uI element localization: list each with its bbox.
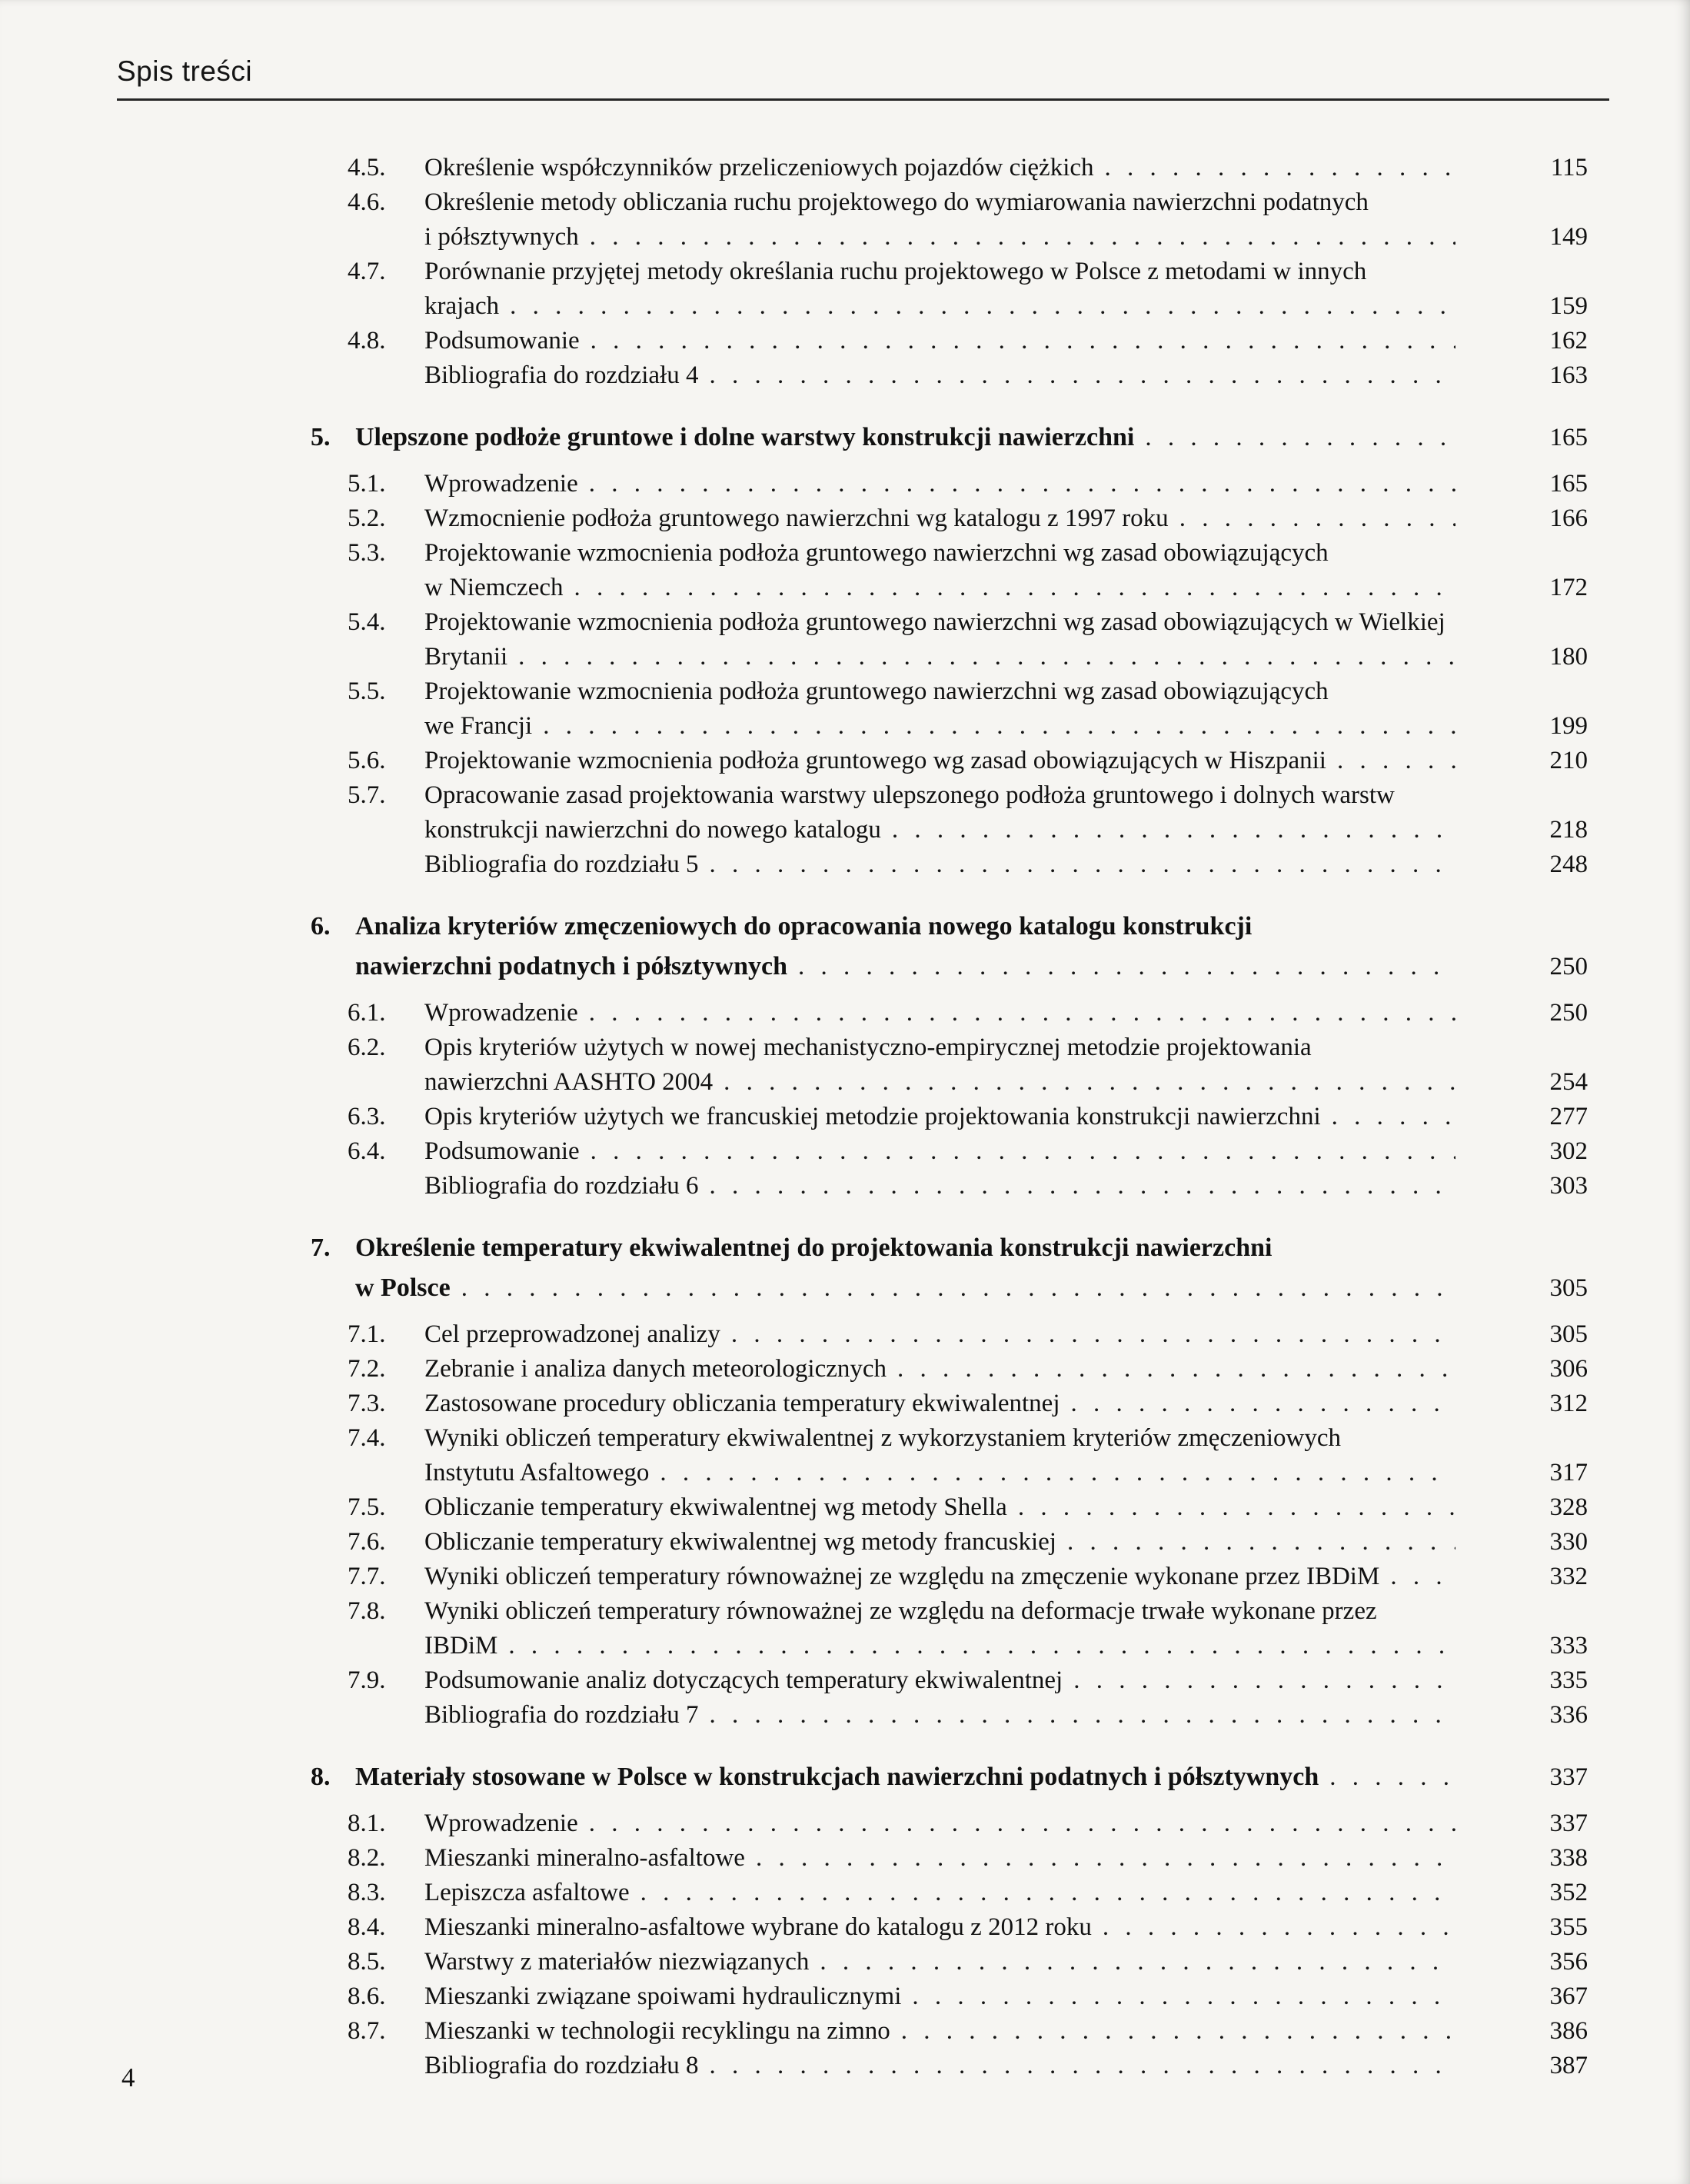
- entry-page-number: 302: [1549, 1137, 1588, 1165]
- dot-leader: [698, 1698, 1455, 1733]
- dot-leader: [497, 1629, 1455, 1663]
- entry-page-number: 336: [1549, 1701, 1588, 1729]
- entry-number: 8.3.: [348, 1879, 386, 1906]
- entry-title: Wprowadzenie: [424, 1809, 578, 1837]
- entry-number: 4.5.: [348, 154, 386, 181]
- entry-title: w Niemczech: [424, 574, 564, 601]
- entry-title: Wyniki obliczeń temperatury równoważnej ze względu na zmęczenie wykonane przez IBDiM: [424, 1563, 1380, 1590]
- entry-page-number: 210: [1549, 747, 1588, 774]
- dot-leader: [1007, 1490, 1455, 1525]
- dot-leader: [787, 947, 1455, 987]
- toc-section: [117, 1228, 1588, 1733]
- toc-entry-row: [117, 907, 1588, 947]
- entry-page-number: 387: [1549, 2052, 1588, 2079]
- toc-entry-row: [117, 947, 1588, 987]
- entry-title: Warstwy z materiałów niezwiązanych: [424, 1948, 810, 1976]
- toc-entry-row: [117, 1560, 1588, 1594]
- entry-number: 6.1.: [348, 999, 386, 1027]
- page-number: 4: [121, 2062, 135, 2092]
- entry-number: 7.5.: [348, 1493, 386, 1521]
- entry-number: 7.4.: [348, 1424, 386, 1452]
- toc-entry-row: [117, 1100, 1588, 1134]
- entry-page-number: 337: [1549, 1809, 1588, 1837]
- dot-leader: [580, 1134, 1455, 1169]
- toc-entry-row: [117, 1663, 1588, 1698]
- entry-page-number: 218: [1549, 816, 1588, 844]
- entry-page-number: 386: [1549, 2017, 1588, 2045]
- entry-page-number: 306: [1549, 1355, 1588, 1383]
- entry-title: Ulepszone podłoże gruntowe i dolne warstwy konstrukcji nawierzchni: [355, 423, 1135, 451]
- entry-page-number: 303: [1549, 1172, 1588, 1200]
- dot-leader: [809, 1945, 1455, 1979]
- toc-entry-row: [117, 1490, 1588, 1525]
- toc-entry-row: [117, 640, 1588, 674]
- dot-leader: [1060, 1387, 1456, 1421]
- toc-entry-row: [117, 1268, 1588, 1308]
- entry-title: Podsumowanie: [424, 327, 580, 355]
- entry-title: Bibliografia do rozdziału 8: [424, 2052, 699, 2079]
- toc-entry-row: [117, 1757, 1588, 1797]
- dot-leader: [630, 1876, 1455, 1910]
- entry-page-number: 367: [1549, 1983, 1588, 2010]
- dot-leader: [578, 1806, 1455, 1841]
- entry-number: 8.7.: [348, 2017, 386, 2045]
- toc-entry-row: [117, 1169, 1588, 1204]
- toc-section: [117, 1757, 1588, 2083]
- entry-number: 8.4.: [348, 1913, 386, 1941]
- entry-number: 5.: [311, 423, 331, 451]
- entry-number: 5.6.: [348, 747, 386, 774]
- chapter-heading: [117, 907, 1588, 987]
- entry-title: Podsumowanie: [424, 1137, 580, 1165]
- dot-leader: [499, 289, 1455, 324]
- entry-number: 8.6.: [348, 1983, 386, 2010]
- entry-page-number: 250: [1549, 953, 1588, 980]
- toc-entry-row: [117, 324, 1588, 358]
- chapter-heading: [117, 418, 1588, 458]
- dot-leader: [1056, 1525, 1455, 1560]
- entry-page-number: 163: [1549, 361, 1588, 389]
- entry-number: 5.7.: [348, 781, 386, 809]
- entry-page-number: 337: [1549, 1763, 1588, 1791]
- chapter-heading: [117, 1228, 1588, 1308]
- toc-entry-row: [117, 1806, 1588, 1841]
- toc-entry-row: [117, 1876, 1588, 1910]
- entry-title: Projektowanie wzmocnienia podłoża gruntowego nawierzchni wg zasad obowiązujących w Wielkiej: [424, 608, 1445, 636]
- entry-page-number: 165: [1549, 424, 1588, 451]
- entry-number: 5.1.: [348, 470, 386, 498]
- entry-page-number: 335: [1549, 1666, 1588, 1694]
- toc-entry-row: [117, 289, 1588, 324]
- toc-entry-row: [117, 1456, 1588, 1490]
- page-header: [117, 55, 1609, 101]
- dot-leader: [745, 1841, 1455, 1876]
- toc-entry-row: [117, 996, 1588, 1030]
- dot-leader: [698, 1169, 1455, 1204]
- entry-title: Opis kryteriów użytych w nowej mechanistyczno-empirycznej metodzie projektowania: [424, 1034, 1312, 1061]
- toc-entry-row: [117, 1910, 1588, 1945]
- entry-title: Mieszanki w technologii recyklingu na zimno: [424, 2017, 890, 2045]
- entry-title: Określenie temperatury ekwiwalentnej do projektowania konstrukcji nawierzchni: [355, 1233, 1272, 1262]
- dot-leader: [649, 1456, 1455, 1490]
- entry-number: 5.5.: [348, 678, 386, 705]
- toc-entry-row: [117, 1698, 1588, 1733]
- toc-entry-row: [117, 255, 1588, 289]
- toc-entry-row: [117, 1387, 1588, 1421]
- dot-leader: [1326, 744, 1455, 778]
- dot-leader: [1169, 501, 1455, 536]
- toc-entry-row: [117, 1317, 1588, 1352]
- dot-leader: [1063, 1663, 1455, 1698]
- entry-title: Projektowanie wzmocnienia podłoża gruntowego wg zasad obowiązujących w Hiszpanii: [424, 747, 1326, 774]
- toc-entry-row: [117, 2014, 1588, 2049]
- toc-entry-row: [117, 418, 1588, 458]
- dot-leader: [578, 467, 1455, 501]
- dot-leader: [698, 847, 1455, 882]
- dot-leader: [451, 1268, 1455, 1308]
- dot-leader: [890, 2014, 1455, 2049]
- chapter-heading: [117, 1757, 1588, 1797]
- dot-leader: [698, 358, 1455, 393]
- dot-leader: [1379, 1560, 1455, 1594]
- entry-number: 8.1.: [348, 1809, 386, 1837]
- entry-page-number: 355: [1549, 1913, 1588, 1941]
- dot-leader: [532, 709, 1455, 744]
- entry-title: Wprowadzenie: [424, 999, 578, 1027]
- toc-entry-row: [117, 674, 1588, 709]
- entry-page-number: 115: [1550, 154, 1588, 181]
- entry-title: nawierzchni AASHTO 2004: [424, 1068, 714, 1096]
- toc-entry-row: [117, 467, 1588, 501]
- toc-entry-row: [117, 813, 1588, 847]
- entry-page-number: 312: [1549, 1390, 1588, 1417]
- toc-entry-row: [117, 1945, 1588, 1979]
- entry-number: 7.8.: [348, 1597, 386, 1625]
- entry-title: Analiza kryteriów zmęczeniowych do opracowania nowego katalogu konstrukcji: [355, 912, 1253, 941]
- entry-number: 7.9.: [348, 1666, 386, 1694]
- toc-entry-row: [117, 571, 1588, 605]
- dot-leader: [1094, 151, 1455, 185]
- entry-page-number: 159: [1549, 292, 1588, 320]
- entry-title: Porównanie przyjętej metody określania ruchu projektowego w Polsce z metodami w innych: [424, 258, 1367, 285]
- entry-page-number: 328: [1549, 1493, 1588, 1521]
- entry-title: Mieszanki mineralno-asfaltowe: [424, 1844, 745, 1872]
- toc-entry-row: [117, 151, 1588, 185]
- entry-number: 7.: [311, 1233, 331, 1262]
- entry-title: Opis kryteriów użytych we francuskiej metodzie projektowania konstrukcji nawierzchni: [424, 1103, 1321, 1130]
- toc-entry-row: [117, 1421, 1588, 1456]
- page-title: Spis treści: [117, 55, 253, 87]
- entry-number: 5.2.: [348, 504, 386, 532]
- toc-entry-row: [117, 220, 1588, 255]
- dot-leader: [1319, 1757, 1455, 1797]
- entry-title: Mieszanki związane spoiwami hydraulicznymi: [424, 1983, 902, 2010]
- toc-entry-row: [117, 185, 1588, 220]
- entry-page-number: 333: [1549, 1632, 1588, 1660]
- entry-page-number: 254: [1549, 1068, 1588, 1096]
- entry-title: Obliczanie temperatury ekwiwalentnej wg metody francuskiej: [424, 1528, 1056, 1556]
- entry-title: Brytanii: [424, 643, 508, 671]
- entry-page-number: 248: [1549, 851, 1588, 878]
- entry-title: Bibliografia do rozdziału 6: [424, 1172, 699, 1200]
- entry-title: Wyniki obliczeń temperatury ekwiwalentnej z wykorzystaniem kryteriów zmęczeniowych: [424, 1424, 1341, 1452]
- entry-page-number: 162: [1549, 327, 1588, 355]
- entry-page-number: 277: [1549, 1103, 1588, 1130]
- toc-entry-row: [117, 1030, 1588, 1065]
- toc-entry-row: [117, 709, 1588, 744]
- entry-title: Projektowanie wzmocnienia podłoża gruntowego nawierzchni wg zasad obowiązujących: [424, 539, 1329, 567]
- toc-section: [117, 151, 1588, 393]
- entry-page-number: 352: [1549, 1879, 1588, 1906]
- dot-leader: [579, 220, 1455, 255]
- entry-number: 6.: [311, 912, 331, 941]
- entry-title: Zastosowane procedury obliczania temperatury ekwiwalentnej: [424, 1390, 1060, 1417]
- entry-number: 7.7.: [348, 1563, 386, 1590]
- entry-number: 8.5.: [348, 1948, 386, 1976]
- dot-leader: [713, 1065, 1455, 1100]
- toc-entry-row: [117, 501, 1588, 536]
- entry-number: 7.2.: [348, 1355, 386, 1383]
- dot-leader: [580, 324, 1455, 358]
- dot-leader: [1134, 418, 1455, 458]
- entry-title: Wprowadzenie: [424, 470, 578, 498]
- entry-title: Opracowanie zasad projektowania warstwy ulepszonego podłoża gruntowego i dolnych warstw: [424, 781, 1395, 809]
- dot-leader: [564, 571, 1456, 605]
- dot-leader: [887, 1352, 1455, 1387]
- toc-entry-row: [117, 778, 1588, 813]
- entry-title: Materiały stosowane w Polsce w konstrukcjach nawierzchni podatnych i półsztywnych: [355, 1763, 1319, 1791]
- entry-title: konstrukcji nawierzchni do nowego katalogu: [424, 816, 881, 844]
- entry-number: 4.7.: [348, 258, 386, 285]
- entry-page-number: 305: [1549, 1274, 1588, 1302]
- entry-number: 6.2.: [348, 1034, 386, 1061]
- entry-page-number: 332: [1549, 1563, 1588, 1590]
- toc-entry-row: [117, 536, 1588, 571]
- entry-page-number: 250: [1549, 999, 1588, 1027]
- toc-entry-row: [117, 1841, 1588, 1876]
- toc-entry-row: [117, 1594, 1588, 1629]
- entry-title: i półsztywnych: [424, 223, 579, 251]
- entry-title: IBDiM: [424, 1632, 498, 1660]
- entry-number: 6.4.: [348, 1137, 386, 1165]
- entry-title: Projektowanie wzmocnienia podłoża gruntowego nawierzchni wg zasad obowiązujących: [424, 678, 1329, 705]
- entry-page-number: 330: [1549, 1528, 1588, 1556]
- entry-number: 5.4.: [348, 608, 386, 636]
- entry-number: 5.3.: [348, 539, 386, 567]
- entry-title: Wyniki obliczeń temperatury równoważnej ze względu na deformacje trwałe wykonane przez: [424, 1597, 1377, 1625]
- entry-page-number: 166: [1549, 504, 1588, 532]
- entry-page-number: 305: [1549, 1320, 1588, 1348]
- entry-title: krajach: [424, 292, 500, 320]
- toc-entry-row: [117, 358, 1588, 393]
- toc-entry-row: [117, 1629, 1588, 1663]
- entry-title: Określenie współczynników przeliczeniowych pojazdów ciężkich: [424, 154, 1094, 181]
- dot-leader: [720, 1317, 1455, 1352]
- entry-title: Bibliografia do rozdziału 4: [424, 361, 699, 389]
- entry-page-number: 317: [1549, 1459, 1588, 1487]
- dot-leader: [1321, 1100, 1455, 1134]
- toc-entry-row: [117, 605, 1588, 640]
- entry-page-number: 149: [1549, 223, 1588, 251]
- entry-page-number: 356: [1549, 1948, 1588, 1976]
- toc-entry-row: [117, 744, 1588, 778]
- entry-title: w Polsce: [355, 1273, 451, 1302]
- dot-leader: [578, 996, 1455, 1030]
- entry-title: Podsumowanie analiz dotyczących temperatury ekwiwalentnej: [424, 1666, 1063, 1694]
- dot-leader: [901, 1979, 1455, 2014]
- entry-page-number: 338: [1549, 1844, 1588, 1872]
- entry-number: 8.: [311, 1763, 331, 1791]
- entry-number: 6.3.: [348, 1103, 386, 1130]
- dot-leader: [507, 640, 1455, 674]
- entry-title: Cel przeprowadzonej analizy: [424, 1320, 720, 1348]
- entry-number: 7.3.: [348, 1390, 386, 1417]
- entry-number: 7.6.: [348, 1528, 386, 1556]
- toc-entry-row: [117, 1979, 1588, 2014]
- entry-title: Mieszanki mineralno-asfaltowe wybrane do katalogu z 2012 roku: [424, 1913, 1092, 1941]
- entry-title: Obliczanie temperatury ekwiwalentnej wg metody Shella: [424, 1493, 1007, 1521]
- entry-page-number: 172: [1549, 574, 1588, 601]
- toc-entry-row: [117, 1525, 1588, 1560]
- entry-title: Zebranie i analiza danych meteorologicznych: [424, 1355, 887, 1383]
- table-of-contents: [117, 151, 1588, 2083]
- entry-page-number: 165: [1549, 470, 1588, 498]
- toc-entry-row: [117, 1134, 1588, 1169]
- entry-number: 8.2.: [348, 1844, 386, 1872]
- entry-page-number: 180: [1549, 643, 1588, 671]
- toc-entry-row: [117, 1065, 1588, 1100]
- entry-title: Wzmocnienie podłoża gruntowego nawierzchni wg katalogu z 1997 roku: [424, 504, 1169, 532]
- entry-number: 7.1.: [348, 1320, 386, 1348]
- entry-title: Bibliografia do rozdziału 5: [424, 851, 699, 878]
- entry-title: Bibliografia do rozdziału 7: [424, 1701, 699, 1729]
- toc-section: [117, 907, 1588, 1204]
- dot-leader: [881, 813, 1455, 847]
- dot-leader: [698, 2049, 1455, 2083]
- entry-number: 4.6.: [348, 188, 386, 216]
- entry-title: Instytutu Asfaltowego: [424, 1459, 650, 1487]
- toc-entry-row: [117, 2049, 1588, 2083]
- toc-entry-row: [117, 1352, 1588, 1387]
- toc-entry-row: [117, 847, 1588, 882]
- entry-title: Określenie metody obliczania ruchu projektowego do wymiarowania nawierzchni podatnych: [424, 188, 1369, 216]
- entry-title: nawierzchni podatnych i półsztywnych: [355, 952, 787, 980]
- entry-page-number: 199: [1549, 712, 1588, 740]
- entry-title: Lepiszcza asfaltowe: [424, 1879, 630, 1906]
- entry-number: 4.8.: [348, 327, 386, 355]
- header-rule: [117, 98, 1609, 101]
- toc-entry-row: [117, 1228, 1588, 1268]
- dot-leader: [1092, 1910, 1455, 1945]
- toc-section: [117, 418, 1588, 882]
- entry-title: we Francji: [424, 712, 533, 740]
